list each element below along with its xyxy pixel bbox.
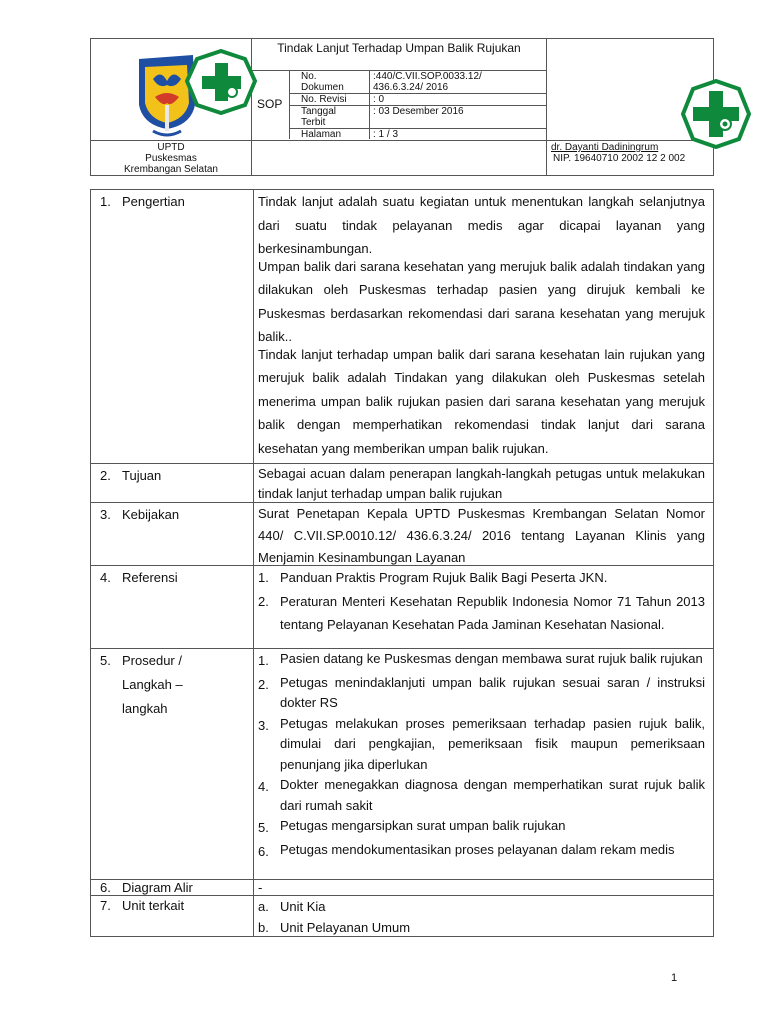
section-content [254,649,713,879]
section-number: 3. [100,507,111,522]
list-marker: 3. [258,717,269,733]
list-text: Petugas melakukan proses pemeriksaan terhadap pasien rujuk balik, dimulai dari pengkajian, pemeriksaan fisik maupun pemeriksaan penunjang jika diperlukan [280,715,705,772]
list-marker: a. [258,899,269,914]
table-row-pengertian [91,190,713,463]
field-label-tanggal-terbit: Tanggal Terbit [301,106,337,128]
list-item [258,673,705,714]
list-item [258,816,705,840]
list-marker: 2. [258,593,269,609]
section-number: 6. [100,880,111,895]
table-row-diagram-alir [91,879,713,895]
signer-name: dr. Dayanti Dadiningrum [551,142,659,153]
list-text: Unit Pelayanan Umum [280,920,411,935]
section-number: 5. [100,653,111,668]
list-item [258,896,705,917]
sop-header [90,38,714,176]
list-marker: 4. [258,779,269,794]
field-label-no-dokumen: No. Dokumen [301,71,344,93]
definition-paragraph: Umpan balik dari sarana kesehatan yang merujuk balik adalah tindakan yang dilakukan oleh Puskesmas terhadap pasien yang dirujuk kembali ke Puskesmas berdasarkan rekomendasi dari sarana kesehatan yang merujuk balik.. [258,258,705,344]
section-number: 1. [100,194,111,209]
section-label: Diagram Alir [122,880,193,895]
field-value-no-dokumen: :440/C.VII.SOP.0033.12/ 436.6.3.24/ 2016 [373,71,482,93]
document-title: Tindak Lanjut Terhadap Umpan Balik Rujukan [277,41,521,55]
section-content: - [258,880,263,895]
definition-paragraph: Tindak lanjut adalah suatu kegiatan untuk menentukan langkah selanjutnya dari suatu tindak pelayanan medis agar dicapai layanan yang berkesinambungan. [258,194,705,256]
list-text: Pasien datang ke Puskesmas dengan membawa surat rujuk balik rujukan [280,651,703,666]
table-row-referensi [91,565,713,648]
list-marker: b. [258,920,269,935]
header-divider [546,39,547,175]
list-marker: 5. [258,820,269,835]
section-heading [91,190,254,463]
field-label-halaman: Halaman [301,129,342,140]
section-heading [91,566,254,648]
org-line-2: Puskesmas [145,153,197,164]
section-number: 7. [100,898,111,913]
list-text: Panduan Praktis Program Rujuk Balik Bagi Peserta JKN. [280,570,608,585]
section-label: Tujuan [122,468,162,483]
table-row-tujuan [91,463,713,502]
list-text: Petugas mendokumentasikan proses pelayanan dalam rekam medis [280,841,675,857]
list-text: Unit Kia [280,899,326,914]
definition-paragraph: Tindak lanjut terhadap umpan balik dari sarana kesehatan lain rujukan yang merujuk balik adalah Tindakan yang dilakukan oleh Puskesmas setelah menerima umpan balik rujukan pasien dari sarana kesehatan yang merujuk balik dengan memperhatikan rekomendasi tindak lanjut dari sarana kesehatan yang memberikan umpan balik rujukan. [258,346,705,456]
list-item [258,590,705,637]
surabaya-crest-icon [131,45,261,145]
section-heading [91,503,254,565]
section-heading [91,880,254,895]
list-item [258,917,705,938]
signer-nip: NIP. 19640710 2002 12 2 002 [553,153,686,164]
field-value-no-revisi: : 0 [373,94,385,105]
section-label: Unit terkait [122,898,185,913]
field-value-tanggal-terbit: : 03 Desember 2016 [373,106,464,117]
section-label: Prosedur / Langkah – langkah [122,653,183,716]
list-text: Peraturan Menteri Kesehatan Republik Indonesia Nomor 71 Tahun 2013 tentang Pelayanan Kesehatan Pada Jaminan Kesehatan Nasional. [280,593,705,632]
page-number: 1 [671,972,678,984]
section-heading [91,464,254,502]
section-content: Sebagai acuan dalam penerapan langkah-langkah petugas untuk melakukan tindak lanjut terhadap umpan balik rujukan [258,466,705,501]
list-item [258,840,705,864]
section-content: Surat Penetapan Kepala UPTD Puskesmas Krembangan Selatan Nomor 440/ C.VII.SP.0010.12/ 436.6.3.24/ 2016 tentang Layanan Klinis yang Menjamin Kesinambungan Layanan [258,506,705,565]
table-row-kebijakan [91,502,713,565]
section-number: 2. [100,468,111,483]
section-content [254,190,713,463]
field-label-no-revisi: No. Revisi [301,94,347,105]
sop-content-table [90,189,714,937]
section-number: 4. [100,570,111,585]
list-item [258,714,705,776]
org-line-3: Krembangan Selatan [124,164,218,175]
list-marker: 1. [258,570,269,585]
section-label: Referensi [122,570,178,585]
list-item [258,566,705,590]
list-marker: 6. [258,843,269,859]
list-text: Dokter menegakkan diagnosa dengan memperhatikan surat rujuk balik dari rumah sakit [280,777,705,813]
field-value-halaman: : 1 / 3 [373,129,399,140]
puskesmas-cross-icon [681,79,751,149]
section-content [254,566,713,648]
section-label: Pengertian [122,194,185,209]
list-marker: 1. [258,653,269,668]
section-heading [91,649,254,879]
list-item [258,775,705,816]
table-row-unit-terkait [91,895,713,936]
org-line-1: UPTD [157,142,185,153]
list-item [258,649,705,673]
list-text: Petugas menindaklanjuti umpan balik rujukan sesuai saran / instruksi dokter RS [280,674,705,710]
section-content [254,896,713,936]
list-text: Petugas mengarsipkan surat umpan balik rujukan [280,818,566,833]
section-label: Kebijakan [122,507,180,522]
list-marker: 2. [258,676,269,692]
section-heading [91,896,254,936]
table-row-prosedur [91,648,713,879]
sop-label: SOP [257,97,283,111]
